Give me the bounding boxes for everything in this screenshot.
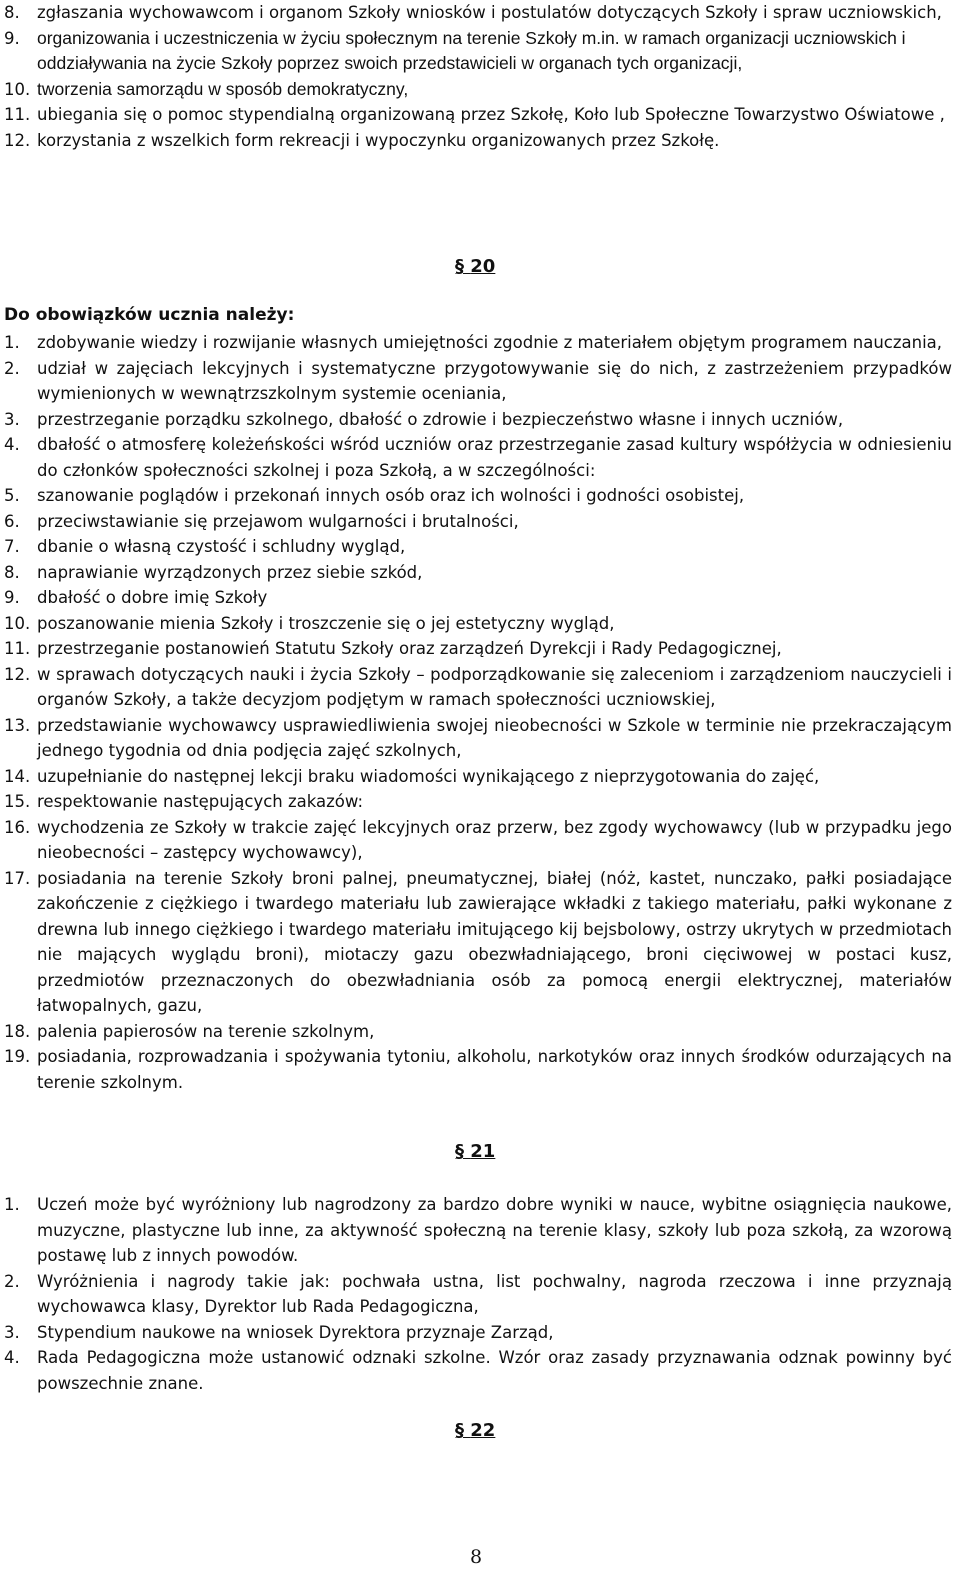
rights-list-item [4,0,952,26]
list-item-text: w sprawach dotyczących nauki i życia Szkoły – podporządkowanie się zaleceniom i zarządzeniom nauczycieli i organów Szkoły, a także decyzjom podjętym w ramach społeczności uczniowskiej, [37,664,952,709]
page-number: 8 [470,1546,483,1568]
duties-list-item [4,1044,952,1095]
list-item-number: 7. [4,537,20,556]
list-item-number: 8. [4,562,20,582]
list-item-number: 18. [4,1021,31,1041]
duties-list-item [4,815,952,866]
list-item-number: 6. [4,511,20,531]
list-item-number: 2. [4,1271,20,1291]
list-item-number: 14. [4,766,31,786]
list-item-text: Wyróżnienia i nagrody takie jak: pochwała ustna, list pochwalny, nagroda rzeczowa i inne przyznają wychowawca klasy, Dyrektor lub Rada Pedagogiczna, [37,1271,952,1316]
list-item-text: respektowanie następujących zakazów: [37,792,364,811]
list-item-text: tworzenia samorządu w sposób demokratyczny, [37,78,409,99]
list-item-text: dbałość o atmosferę koleżeńskości wśród uczniów oraz przestrzeganie zasad kultury współżycia w odniesieniu do członków społeczności szkolnej i poza Szkołą, a w szczególności: [37,435,952,480]
list-item-number: 19. [4,1047,31,1066]
awards-list-item [4,1320,952,1346]
list-item-text: dbanie o własną czystość i schludny wygląd, [37,537,406,556]
list-item-text: ubiegania się o pomoc stypendialną organizowaną przez Szkołę, Koło lub Społeczne Towarzystwo Oświatowe , [37,105,945,124]
duties-list-item [4,432,952,483]
list-item-number: 3. [4,409,20,429]
awards-list-item [4,1192,952,1269]
duties-list-item [4,509,952,535]
list-item-number: 5. [4,486,20,505]
list-item-text: przeciwstawianie się przejawom wulgarności i brutalności, [37,511,519,531]
list-item-text: posiadania, rozprowadzania i spożywania tytoniu, alkoholu, narkotyków oraz innych środków odurzających na terenie szkolnym. [37,1047,952,1092]
list-item-text: naprawianie wyrządzonych przez siebie szkód, [37,562,423,582]
list-item-number: 11. [4,639,31,658]
list-item-number: 2. [4,358,20,378]
list-item-text: Stypendium naukowe na wniosek Dyrektora przyznaje Zarząd, [37,1322,554,1342]
list-item-text: zdobywanie wiedzy i rozwijanie własnych umiejętności zgodnie z materiałem objętym programem nauczania, [37,333,943,352]
list-item-number: 10. [4,613,31,633]
list-item-number: 8. [4,3,20,22]
list-item-text: palenia papierosów na terenie szkolnym, [37,1021,375,1041]
duties-list-item [4,560,952,586]
section-22-heading: § 22 [455,1420,496,1441]
rights-list-continued [4,0,952,153]
list-item-text: organizowania i uczestniczenia w życiu społecznym na terenie Szkoły m.in. w ramach organizacji uczniowskich i oddziaływania na życie Szkoły poprzez swoich przedstawicieli w organach tych organizacji, [37,27,906,73]
duties-list-item [4,662,952,713]
rights-list-item [4,128,952,154]
duties-list-item [4,764,952,790]
list-item-number: 12. [4,664,31,684]
list-item-text: udział w zajęciach lekcyjnych i systematyczne przygotowywanie się do nich, z zastrzeżeniem przypadków wymienionych w wewnątrzszkolnym systemie oceniania, [37,358,952,403]
list-item-text: przedstawianie wychowawcy usprawiedliwienia swojej nieobecności w Szkole w terminie nie przekraczającym jednego tygodnia od dnia podjęcia zajęć szkolnych, [37,715,952,760]
duties-heading: Do obowiązków ucznia należy: [4,305,295,325]
duties-list-item [4,483,952,509]
list-item-text: przestrzeganie postanowień Statutu Szkoły oraz zarządzeń Dyrekcji i Rady Pedagogicznej, [37,639,782,658]
list-item-number: 15. [4,792,31,811]
list-item-text: zgłaszania wychowawcom i organom Szkoły wniosków i postulatów dotyczących Szkoły i spraw uczniowskich, [37,3,942,22]
list-item-number: 1. [4,333,20,352]
list-item-text: wychodzenia ze Szkoły w trakcie zajęć lekcyjnych oraz przerw, bez zgody wychowawcy (lub w przypadku jego nieobecności – zastępcy wychowawcy), [37,817,952,862]
list-item-number: 16. [4,817,31,837]
awards-list [4,1192,952,1396]
duties-list-item [4,330,952,356]
list-item-text: poszanowanie mienia Szkoły i troszczenie się o jej estetyczny wygląd, [37,613,615,633]
list-item-text: korzystania z wszelkich form rekreacji i wypoczynku organizowanych przez Szkołę. [37,130,720,150]
list-item-text: posiadania na terenie Szkoły broni palnej, pneumatycznej, białej (nóż, kastet, nunczako, pałki posiadające zakończenie z ciężkiego i twardego materiału lub zawierające wkładki z takiego materiału, pałki wykonane z drewna lub innego ciężkiego i twardego materiału imitującego kij bejsbolowy, ostrzy ukrytych w przedmiotach nie mających wyglądu broni), miotaczy gazu obezwładniającego, broni cięciwowej w postaci kusz, przedmiotów przeznaczonych do obezwładniania osób za pomocą energii elektrycznej, materiałów łatwopalnych, gazu, [37,868,952,1015]
list-item-text: szanowanie poglądów i przekonań innych osób oraz ich wolności i godności osobistej, [37,486,745,505]
duties-list-item [4,1019,952,1045]
list-item-number: 9. [4,28,20,48]
awards-list-item [4,1269,952,1320]
list-item-text: uzupełnianie do następnej lekcji braku wiadomości wynikającego z nieprzygotowania do zajęć, [37,766,820,786]
list-item-text: dbałość o dobre imię Szkoły [37,588,268,607]
duties-list [4,330,952,1095]
list-item-number: 13. [4,715,31,735]
duties-list-item [4,789,952,815]
rights-list-item [4,77,952,103]
section-21-heading: § 21 [455,1141,496,1162]
list-item-number: 9. [4,588,20,607]
list-item-number: 4. [4,1348,20,1367]
duties-list-item [4,356,952,407]
list-item-number: 3. [4,1322,20,1342]
list-item-number: 11. [4,105,31,124]
section-20-heading: § 20 [455,256,496,277]
list-item-text: Rada Pedagogiczna może ustanowić odznaki szkolne. Wzór oraz zasady przyznawania odznak powinny być powszechnie znane. [37,1348,952,1393]
duties-list-item [4,611,952,637]
list-item-text: Uczeń może być wyróżniony lub nagrodzony za bardzo dobre wyniki w nauce, wybitne osiągnięcia naukowe, muzyczne, plastyczne lub inne, za aktywność społeczną na terenie klasy, szkoły lub poza szkołą, za wzorową postawę lub z innych powodów. [37,1195,952,1265]
rights-list-item [4,26,952,77]
list-item-number: 17. [4,868,31,888]
list-item-number: 4. [4,435,20,454]
duties-list-item [4,636,952,662]
rights-list-item [4,102,952,128]
duties-list-item [4,713,952,764]
duties-list-item [4,866,952,1019]
duties-list-item [4,585,952,611]
awards-list-item [4,1345,952,1396]
duties-list-item [4,407,952,433]
duties-list-item [4,534,952,560]
list-item-number: 12. [4,130,31,150]
list-item-number: 10. [4,79,31,99]
list-item-text: przestrzeganie porządku szkolnego, dbałość o zdrowie i bezpieczeństwo własne i innych uczniów, [37,409,844,429]
list-item-number: 1. [4,1195,20,1214]
